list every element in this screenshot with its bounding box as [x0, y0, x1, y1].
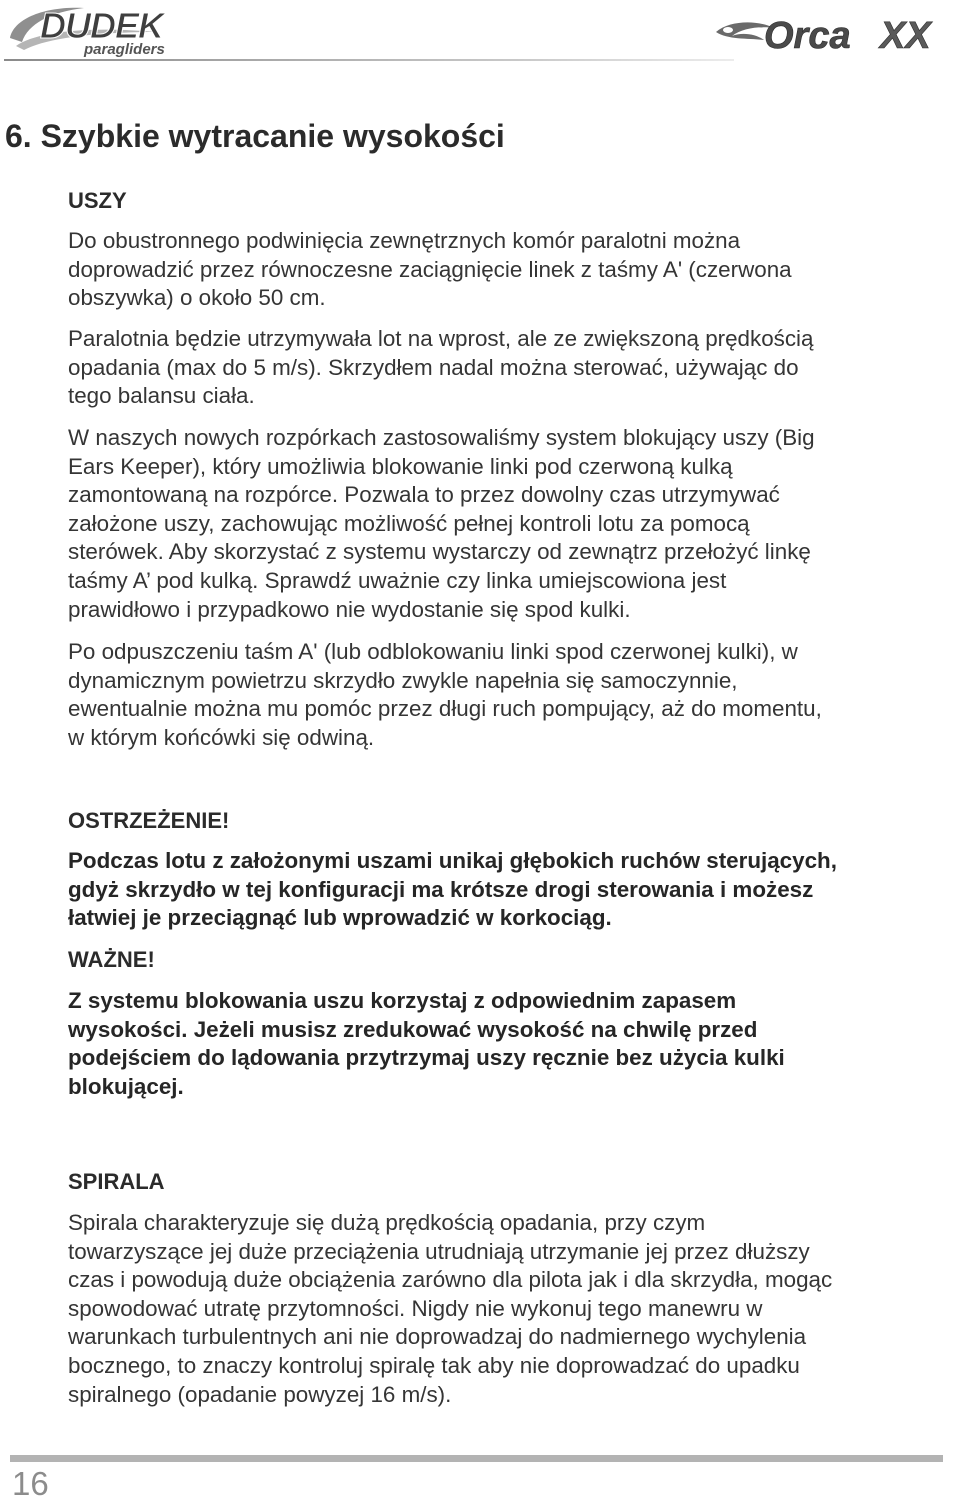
- text-line: dynamicznym powietrzu skrzydło zwykle napełnia się samoczynnie,: [68, 667, 738, 693]
- text-line: Z systemu blokowania uszu korzystaj z odpowiednim zapasem: [68, 988, 737, 1013]
- important-heading: WAŻNE!: [68, 947, 155, 972]
- text-line: prawidłowo i przypadkowo nie wydostanie się spod kulki.: [68, 596, 631, 622]
- footer-divider: [10, 1455, 943, 1462]
- text-line: W naszych nowych rozpórkach zastosowaliśmy system blokujący uszy (Big: [68, 425, 815, 450]
- dudek-logo-subtext: paragliders: [84, 41, 165, 58]
- text-line: taśmy A’ pod kulką. Sprawdź uważnie czy linka umiejscowiona jest: [68, 567, 727, 593]
- warning-text: [68, 847, 938, 933]
- text-line: spowodować utratę przytomności. Nigdy nie wykonuj tego manewru w: [68, 1295, 763, 1321]
- text-line: Podczas lotu z założonymi uszami unikaj głębokich ruchów sterujących,: [68, 848, 837, 873]
- text-line: blokującej.: [68, 1073, 184, 1099]
- text-line: Po odpuszczeniu taśm A' (lub odblokowaniu linki spod czerwonej kulki), w: [68, 639, 798, 664]
- section-heading-spiral: SPIRALA: [68, 1169, 165, 1194]
- ears-paragraph: [68, 227, 938, 313]
- ears-paragraph: [68, 424, 938, 624]
- text-line: opadania (max do 5 m/s). Skrzydłem nadal można sterować, używając do: [68, 354, 799, 380]
- text-line: doprowadzić przez równoczesne zaciągnięcie linek z taśmy A' (czerwona: [68, 256, 792, 282]
- ears-paragraph: [68, 325, 938, 411]
- text-line: ewentualnie można mu pomóc przez długi ruch pompujący, aż do momentu,: [68, 696, 822, 722]
- warning-heading: OSTRZEŻENIE!: [68, 808, 230, 833]
- page-number: 16: [12, 1465, 49, 1502]
- text-line: Spirala charakteryzuje się dużą prędkością opadania, przy czym: [68, 1210, 706, 1235]
- ears-paragraph: [68, 638, 938, 752]
- text-line: spiralnego (opadanie powyzej 16 m/s).: [68, 1381, 452, 1407]
- chapter-title: 6. Szybkie wytracanie wysokości: [5, 118, 505, 154]
- page-header: [0, 0, 960, 70]
- text-line: bocznego, to znaczy kontroluj spiralę tak aby nie doprowadzać do upadku: [68, 1352, 800, 1378]
- section-heading-ears: USZY: [68, 188, 127, 213]
- orca-logo-suffix: XX: [880, 15, 931, 57]
- text-line: łatwiej je przeciągnąć lub wprowadzić w korkociąg.: [68, 905, 612, 931]
- text-line: Ears Keeper), który umożliwia blokowanie linki pod czerwoną kulką: [68, 453, 733, 479]
- orca-xx-logo: [712, 10, 957, 58]
- text-line: podejściem do lądowania przytrzymaj uszy ręcznie bez użycia kulki: [68, 1045, 785, 1071]
- text-line: w którym końcówki się odwiną.: [68, 724, 375, 750]
- dudek-paragliders-logo: [6, 2, 221, 60]
- text-line: założone uszy, zachowując możliwość pełnej kontroli lotu za pomocą: [68, 510, 750, 536]
- spiral-paragraph: [68, 1209, 938, 1409]
- text-line: towarzyszące jej duże przeciążenia utrudniają utrzymanie jej przez dłuższy: [68, 1238, 810, 1264]
- text-line: wysokości. Jeżeli musisz zredukować wysokość na chwilę przed: [68, 1016, 758, 1042]
- important-text: [68, 987, 938, 1101]
- text-line: warunkach turbulentnych ani nie doprowadzaj do nadmiernego wychylenia: [68, 1324, 807, 1350]
- dudek-logo-wordmark: DUDEK: [40, 5, 164, 46]
- orca-logo-wordmark: Orca: [764, 15, 851, 57]
- text-line: gdyż skrzydło w tej konfiguracji ma krótsze drogi sterowania i możesz: [68, 876, 814, 902]
- text-line: Do obustronnego podwinięcia zewnętrznych komór paralotni można: [68, 228, 741, 253]
- text-line: zamontowaną na rozpórce. Pozwala to przez dowolny czas utrzymywać: [68, 482, 780, 508]
- text-line: czas i powodują duże obciążenia zarówno dla pilota jak i dla skrzydła, mogąc: [68, 1267, 833, 1293]
- text-line: Paralotnia będzie utrzymywała lot na wprost, ale ze zwiększoną prędkością: [68, 326, 814, 351]
- text-line: sterówek. Aby skorzystać z systemu wystarczy od zewnątrz przełożyć linkę: [68, 539, 811, 565]
- text-line: tego balansu ciała.: [68, 383, 255, 409]
- header-divider: [4, 59, 734, 61]
- text-line: obszywka) o około 50 cm.: [68, 285, 326, 311]
